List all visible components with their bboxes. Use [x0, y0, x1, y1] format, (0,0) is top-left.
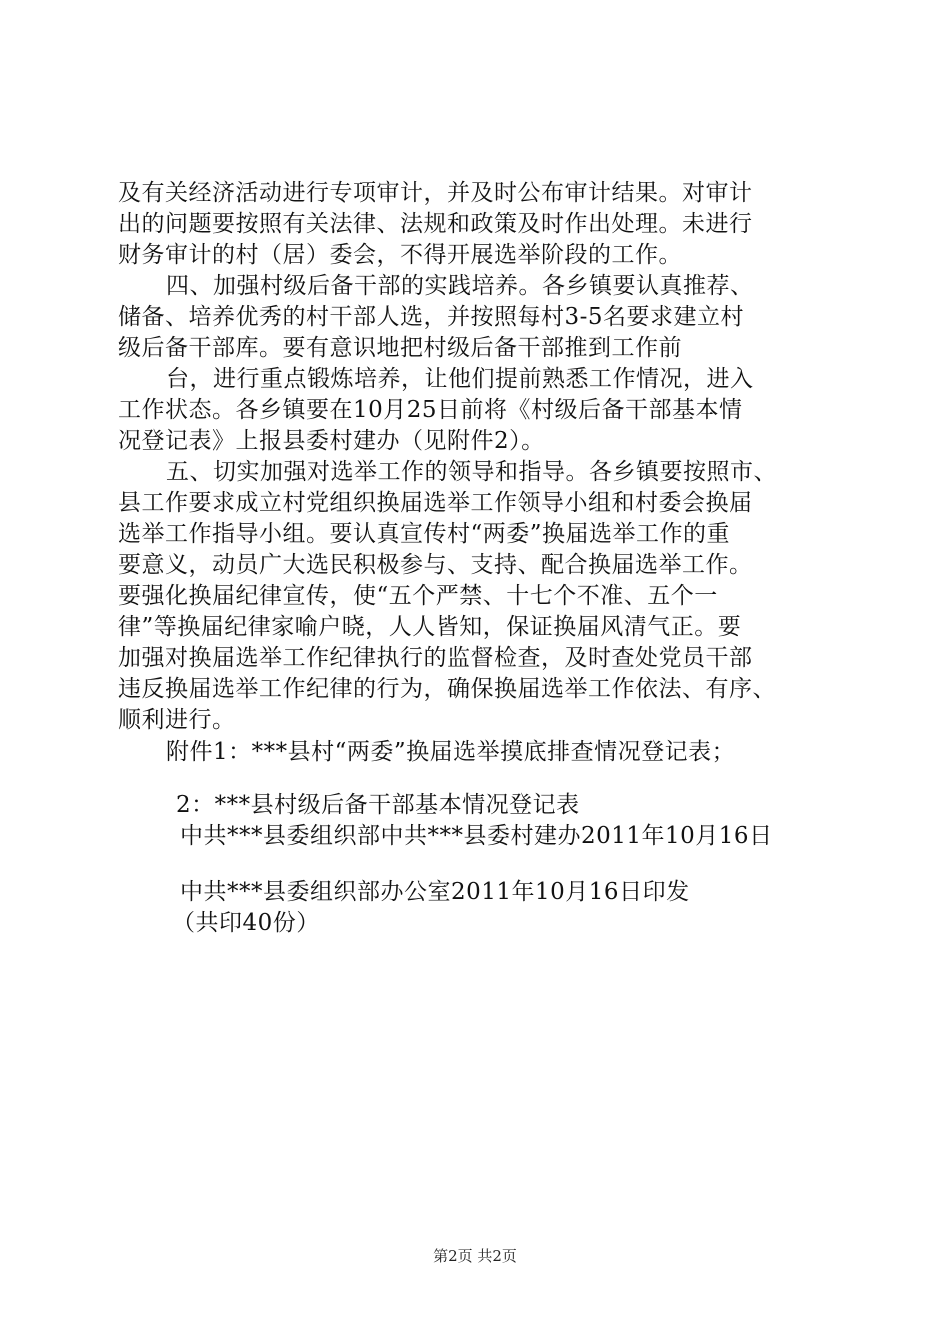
- copies-count: （共印40份）: [172, 910, 320, 936]
- body-line: 要强化换届纪律宣传，使“五个严禁、十七个不准、五个一: [118, 583, 718, 609]
- attachment-1: 附件1：***县村“两委”换届选举摸底排查情况登记表；: [166, 739, 736, 765]
- body-line: 县工作要求成立村党组织换届选举工作领导小组和村委会换届: [118, 490, 753, 516]
- body-line: 律”等换届纪律家喻户晓，人人皆知，保证换届风清气正。要: [118, 614, 742, 640]
- body-line: 及有关经济活动进行专项审计，并及时公布审计结果。对审计: [118, 180, 753, 206]
- body-line: 况登记表》上报县委村建办（见附件2）。: [118, 428, 545, 454]
- body-line: 财务审计的村（居）委会，不得开展选举阶段的工作。: [118, 242, 682, 268]
- attachment-2: 2：***县村级后备干部基本情况登记表: [176, 792, 580, 818]
- body-line: 违反换届选举工作纪律的行为，确保换届选举工作依法、有序、: [118, 676, 776, 702]
- paragraph-five-start: 五、切实加强对选举工作的领导和指导。各乡镇要按照市、: [166, 459, 777, 485]
- body-line: 级后备干部库。要有意识地把村级后备干部推到工作前: [118, 335, 682, 361]
- issuer-signature-line: 中共***县委组织部中共***县委村建办2011年10月16日: [180, 823, 773, 849]
- body-line: 工作状态。各乡镇要在10月25日前将《村级后备干部基本情: [118, 397, 743, 423]
- page-footer: 第2页 共2页: [433, 1247, 517, 1265]
- body-line: 选举工作指导小组。要认真宣传村“两委”换届选举工作的重: [118, 521, 731, 547]
- body-line: 顺利进行。: [118, 707, 236, 733]
- body-line: 加强对换届选举工作纪律执行的监督检查，及时查处党员干部: [118, 645, 753, 671]
- body-line: 储备、培养优秀的村干部人选，并按照每村3-5名要求建立村: [118, 304, 745, 330]
- paragraph-four-start: 四、加强村级后备干部的实践培养。各乡镇要认真推荐、: [166, 273, 754, 299]
- body-line: 台，进行重点锻炼培养，让他们提前熟悉工作情况，进入: [166, 366, 754, 392]
- body-line: 要意义，动员广大选民积极参与、支持、配合换届选举工作。: [118, 552, 753, 578]
- body-line: 出的问题要按照有关法律、法规和政策及时作出处理。未进行: [118, 211, 753, 237]
- print-issue-line: 中共***县委组织部办公室2011年10月16日印发: [180, 879, 690, 905]
